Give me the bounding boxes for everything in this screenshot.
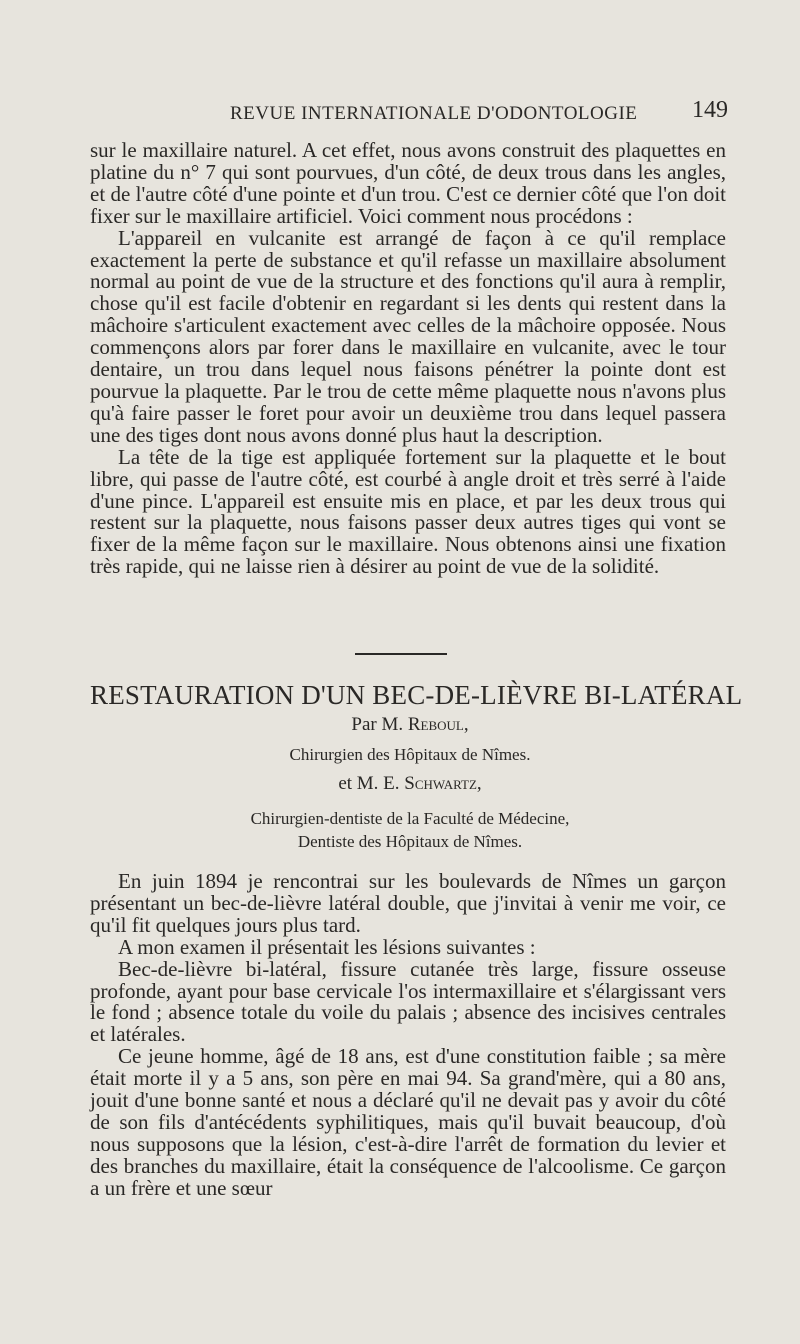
paragraph: Ce jeune homme, âgé de 18 ans, est d'une constitution faible ; sa mère était morte il y a 5 ans, son père en mai 94. Sa grand'mère, qui a 80 ans, jouit d'une bonne santé et nous a déclaré qu'il ne devait pas y avoir du côté de son fils d'antécédents syphilitiques, mais qu'il buvait beaucoup, d'où nous supposons que la lésion, c'est-à-dire l'arrêt de formation du levier et des branches du maxillaire, était la conséquence de l'alcoolisme. Ce garçon a un frère et une sœur bbox=[90, 1044, 726, 1200]
by-prefix: Par M. bbox=[351, 714, 404, 735]
paragraph: Bec-de-lièvre bi-latéral, fissure cutanée très large, fissure osseuse profonde, ayant pour base cervicale l'os intermaxillaire et s'élargissant vers le fond ; absence totale du voile du palais ; absence des incisives centrales et latérales. bbox=[90, 956, 726, 1047]
author-line-2 bbox=[90, 773, 730, 795]
paragraph: sur le maxillaire naturel. A cet effet, nous avons construit des plaquettes en platine du n° 7 qui sont pourvues, d'un côté, de deux trous dans les angles, et de l'autre côté d'une pointe et d'un trou. C'est ce dernier côté que l'on doit fixer sur le maxillaire artificiel. Voici comment nous procédons : bbox=[90, 138, 726, 228]
paragraph: La tête de la tige est appliquée fortement sur la plaquette et le bout libre, qui passe de l'autre côté, est courbé à angle droit et très serré à l'aide d'une pince. L'appareil est ensuite mis en place, et par les deux trous qui restent sur la plaquette, nous faisons passer deux autres tiges qui vont se fixer de la même façon sur le maxillaire. Nous obtenons ainsi une fixation très rapide, qui ne laisse rien à désirer au point de vue de la solidité. bbox=[90, 444, 726, 579]
author-affiliation: Dentiste des Hôpitaux de Nîmes. bbox=[297, 832, 523, 851]
author-line-1 bbox=[90, 714, 730, 736]
author-name: Reboul, bbox=[407, 714, 469, 735]
by-prefix: et M. E. bbox=[338, 773, 400, 794]
author-affiliation: Chirurgien des Hôpitaux de Nîmes. bbox=[289, 745, 531, 764]
article-title: RESTAURATION D'UN BEC-DE-LIÈVRE BI-LATÉRAL bbox=[90, 680, 743, 710]
section-divider bbox=[355, 653, 447, 655]
running-title: REVUE INTERNATIONALE D'ODONTOLOGIE bbox=[230, 103, 638, 124]
text-block-continuation bbox=[90, 140, 726, 578]
author-affiliation: Chirurgien-dentiste de la Faculté de Médecine, bbox=[250, 809, 570, 828]
page-number: 149 bbox=[692, 97, 728, 123]
article-body bbox=[90, 871, 726, 1200]
author-name: Schwartz, bbox=[404, 773, 482, 794]
paragraph: L'appareil en vulcanite est arrangé de façon à ce qu'il remplace exactement la perte de substance et qu'il refasse un maxillaire absolument normal au point de vue de la structure et des fonctions qu'il aura à remplir, chose qu'il est facile d'obtenir en regardant si les dents qui restent dans la mâchoire s'articulent exactement avec celles de la mâchoire opposée. Nous commençons alors par forer dans le maxillaire en vulcanite, avec le tour dentaire, un trou dans lequel nous faisons pénétrer la pointe dont est pourvue la plaquette. Par le trou de cette même plaquette nous n'avons plus qu'à faire passer le foret pour avoir un deuxième trou dans lequel passera une des tiges dont nous avons donné plus haut la description. bbox=[90, 225, 726, 447]
paragraph: A mon examen il présentait les lésions suivantes : bbox=[118, 934, 536, 959]
page-header bbox=[90, 97, 730, 129]
paragraph: En juin 1894 je rencontrai sur les boulevards de Nîmes un garçon présentant un bec-de-lièvre latéral double, que j'invitai à venir me voir, ce qu'il fit quelques jours plus tard. bbox=[90, 869, 726, 937]
